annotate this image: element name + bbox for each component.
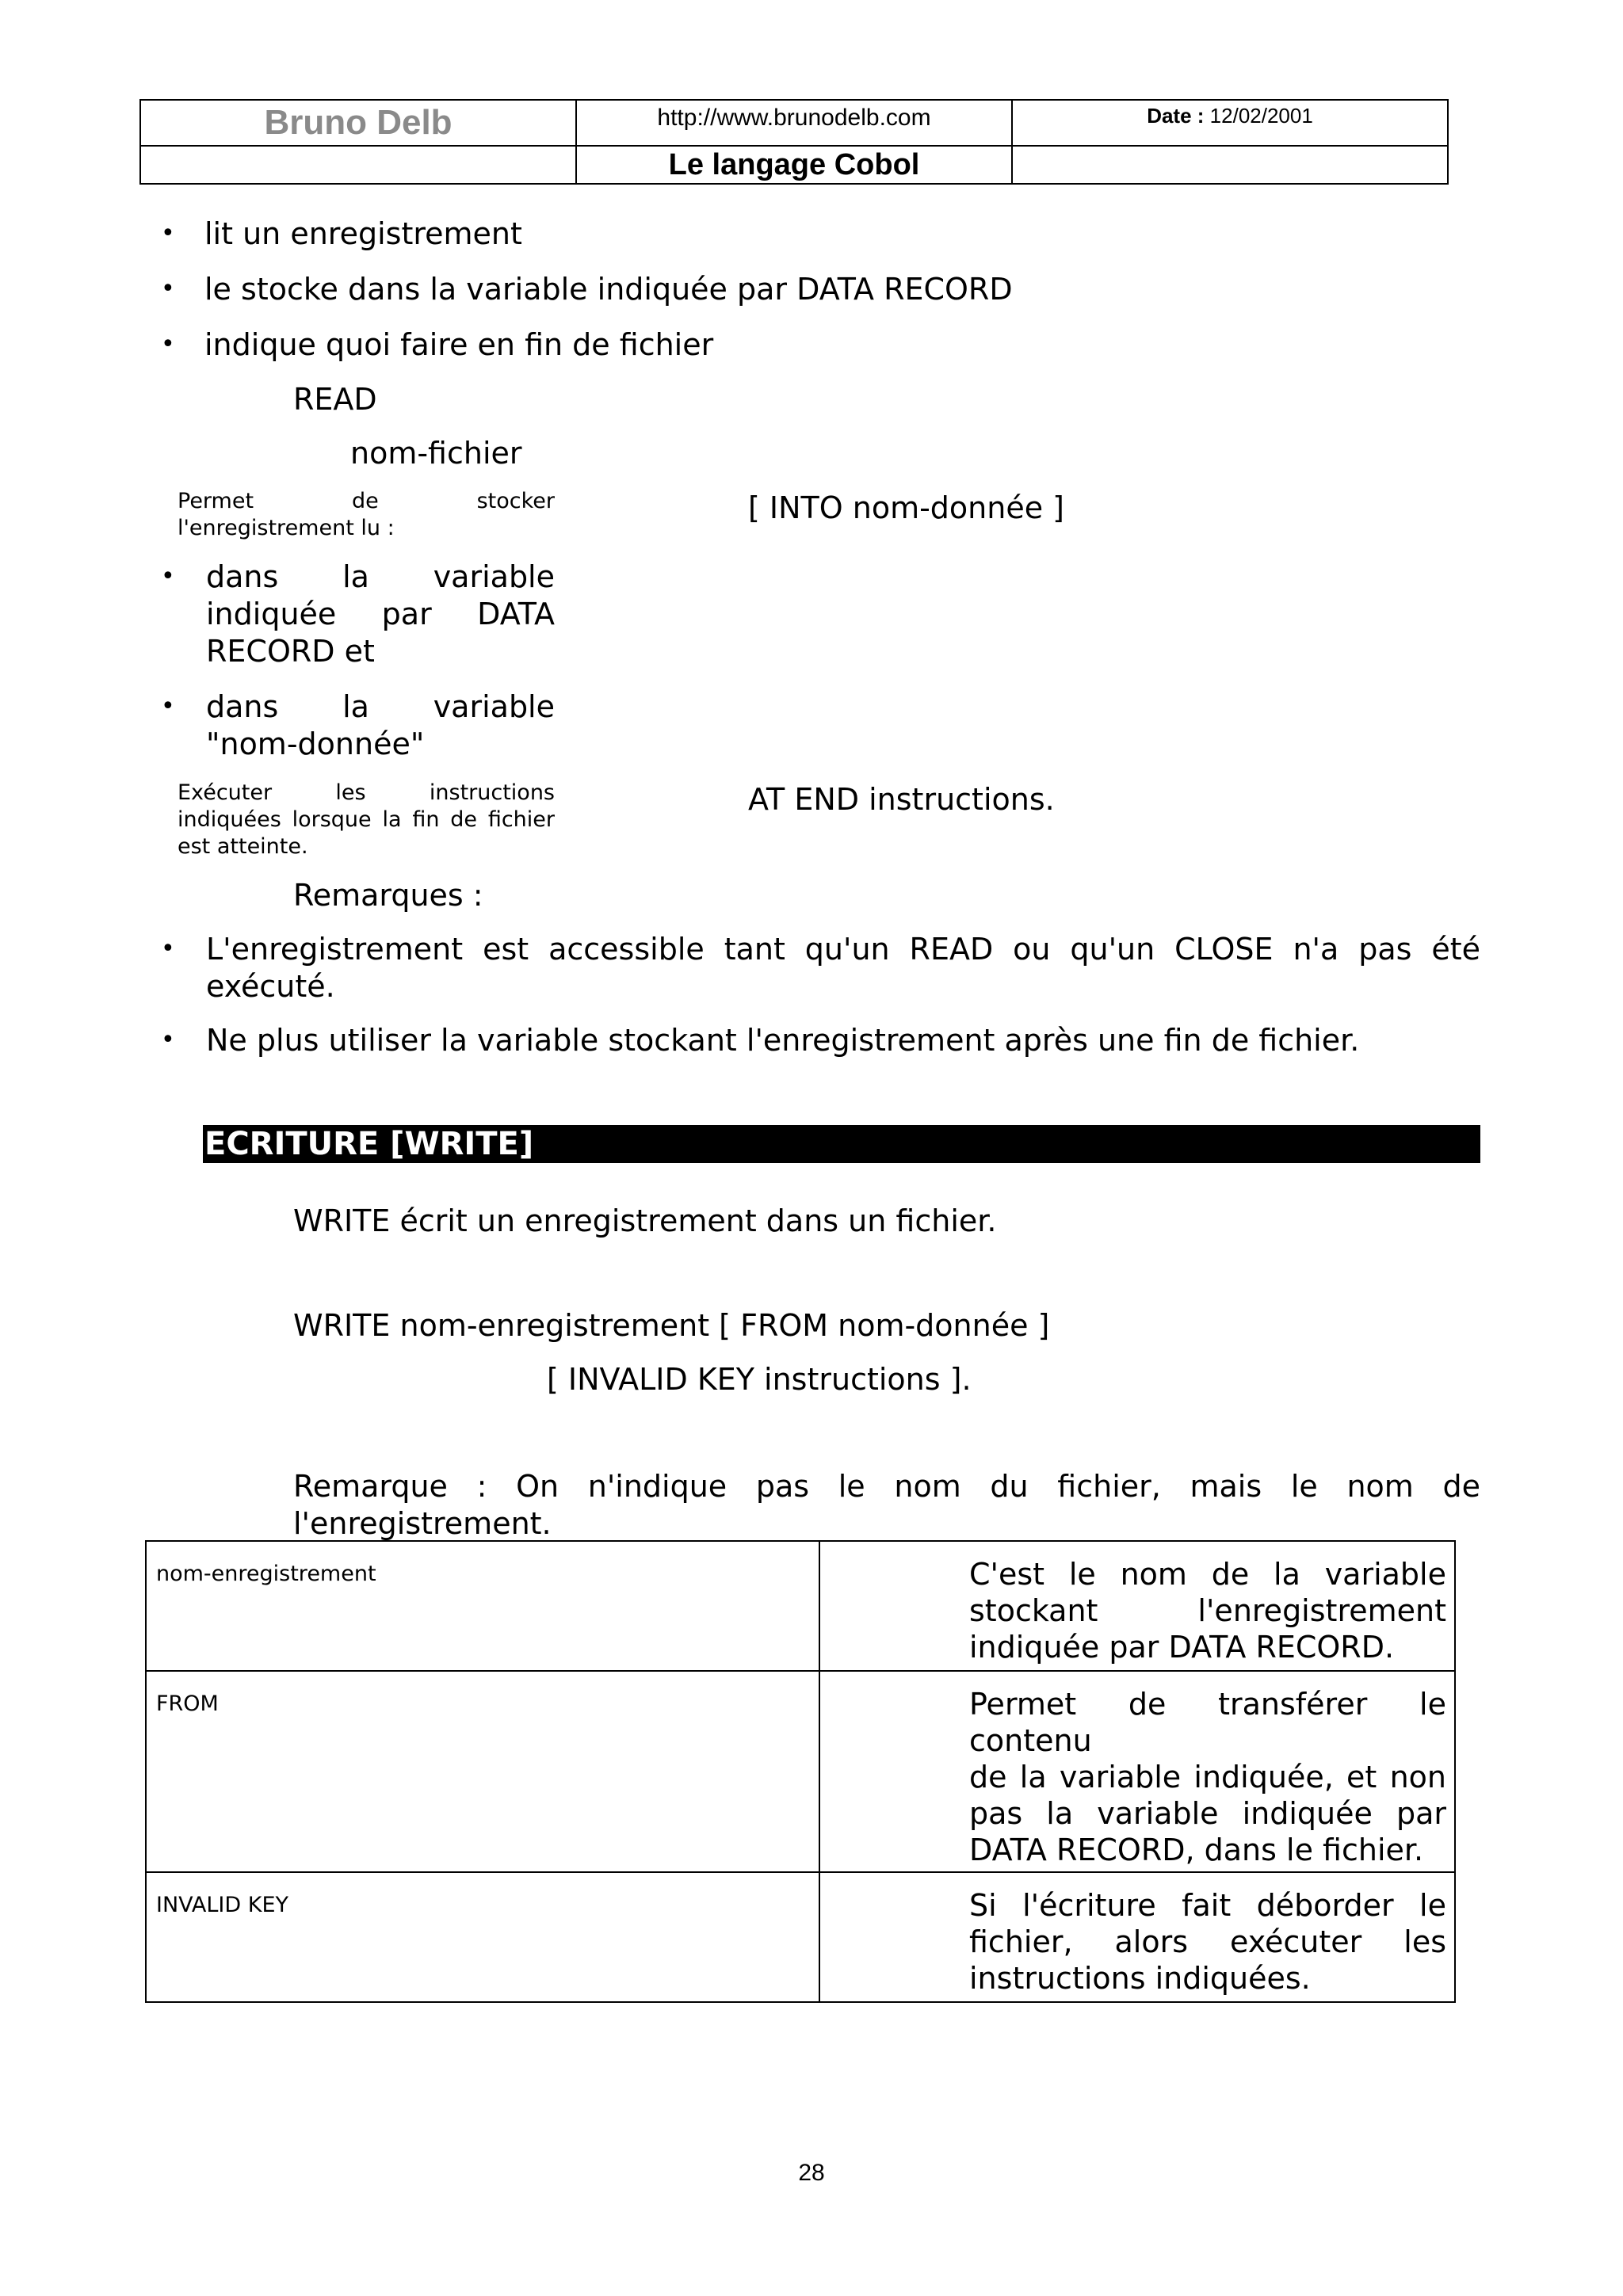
- read-bullet-1: lit un enregistrement: [204, 216, 522, 251]
- header-author-cell: [140, 100, 576, 146]
- param-description: [819, 1872, 1455, 2002]
- param-description-line: DATA RECORD, dans le fichier.: [969, 1833, 1424, 1867]
- author-name: Bruno Delb: [264, 103, 453, 142]
- read-keyword: READ: [293, 382, 377, 417]
- param-description-line: stockant l'enregistrement: [969, 1593, 1446, 1628]
- param-description-line: Si l'écriture fait déborder le: [969, 1888, 1446, 1923]
- date-value: 12/02/2001: [1209, 104, 1313, 128]
- table-row: [146, 1541, 1455, 1671]
- param-description-line: fichier, alors exécuter les: [969, 1924, 1446, 1959]
- bullet-icon: •: [161, 330, 175, 358]
- atend-note-line-1: Exécuter les instructions: [178, 780, 555, 805]
- into-bullet-1-line-2: indiquée par DATA: [206, 597, 555, 631]
- read-file-name: nom-fichier: [350, 436, 522, 471]
- param-name: FROM: [146, 1671, 819, 1872]
- atend-clause: AT END instructions.: [748, 782, 1055, 817]
- param-description: [819, 1541, 1455, 1671]
- write-syntax-line-1: WRITE nom-enregistrement [ FROM nom-donnée ]: [293, 1308, 1050, 1343]
- atend-note-line-3: est atteinte.: [178, 834, 308, 859]
- param-description-line: Permet de transférer le contenu: [969, 1687, 1446, 1758]
- into-clause: [ INTO nom-donnée ]: [748, 490, 1064, 525]
- bullet-icon: •: [161, 219, 175, 247]
- page-number: 28: [798, 2160, 825, 2186]
- remark-1-line-2: exécuté.: [206, 969, 335, 1004]
- param-description-line: pas la variable indiquée par: [969, 1796, 1446, 1831]
- table-row: [146, 1872, 1455, 2002]
- bullet-icon: •: [161, 1026, 175, 1054]
- into-bullet-1-line-1: dans la variable: [206, 559, 555, 594]
- read-bullet-2: le stocke dans la variable indiquée par DATA RECORD: [204, 272, 1013, 307]
- bullet-icon: •: [161, 563, 175, 590]
- date: [1013, 101, 1447, 129]
- write-remark-line-1: Remarque : On n'indique pas le nom du fichier, mais le nom de: [293, 1469, 1480, 1504]
- atend-note-line-2: indiquées lorsque la fin de fichier: [178, 807, 555, 832]
- header-title-cell: [576, 146, 1012, 184]
- remark-1-line-1: L'enregistrement est accessible tant qu'un READ ou qu'un CLOSE n'a pas été: [206, 932, 1480, 967]
- bullet-icon: •: [161, 935, 175, 963]
- write-remark-line-2: l'enregistrement.: [293, 1506, 552, 1541]
- document-title: Le langage Cobol: [668, 148, 920, 181]
- into-note-line-2: l'enregistrement lu :: [178, 516, 395, 540]
- page-header: [139, 99, 1449, 185]
- into-bullet-1-line-3: RECORD et: [206, 634, 375, 669]
- write-intro: WRITE écrit un enregistrement dans un fichier.: [293, 1203, 997, 1238]
- header-url-cell: [576, 100, 1012, 146]
- into-bullet-2-line-2: "nom-donnée": [206, 727, 425, 761]
- header-empty-cell-right: [1012, 146, 1448, 184]
- into-bullet-2-line-1: dans la variable: [206, 689, 555, 724]
- bullet-icon: •: [161, 692, 175, 720]
- remarks-title: Remarques :: [293, 878, 483, 913]
- param-description-line: instructions indiquées.: [969, 1961, 1311, 1996]
- read-bullet-3: indique quoi faire en fin de fichier: [204, 327, 714, 362]
- param-name: INVALID KEY: [146, 1872, 819, 2002]
- into-note-line-1: Permet de stocker: [178, 489, 555, 513]
- table-row: [146, 1671, 1455, 1872]
- section-heading-write: ECRITURE [WRITE]: [203, 1125, 1480, 1163]
- header-date-cell: [1012, 100, 1448, 146]
- param-description: [819, 1671, 1455, 1872]
- header-empty-cell-left: [140, 146, 576, 184]
- param-name: nom-enregistrement: [146, 1541, 819, 1671]
- param-description-line: indiquée par DATA RECORD.: [969, 1630, 1395, 1665]
- write-syntax-line-2: [ INVALID KEY instructions ].: [547, 1362, 972, 1397]
- website-url: http://www.brunodelb.com: [657, 105, 931, 131]
- param-description-line: de la variable indiquée, et non: [969, 1760, 1446, 1794]
- remark-2: Ne plus utiliser la variable stockant l'enregistrement après une fin de fichier.: [206, 1023, 1360, 1058]
- bullet-icon: •: [161, 275, 175, 303]
- date-label: Date :: [1147, 104, 1205, 128]
- param-description-line: C'est le nom de la variable: [969, 1557, 1446, 1592]
- write-parameters-table: [145, 1540, 1456, 2003]
